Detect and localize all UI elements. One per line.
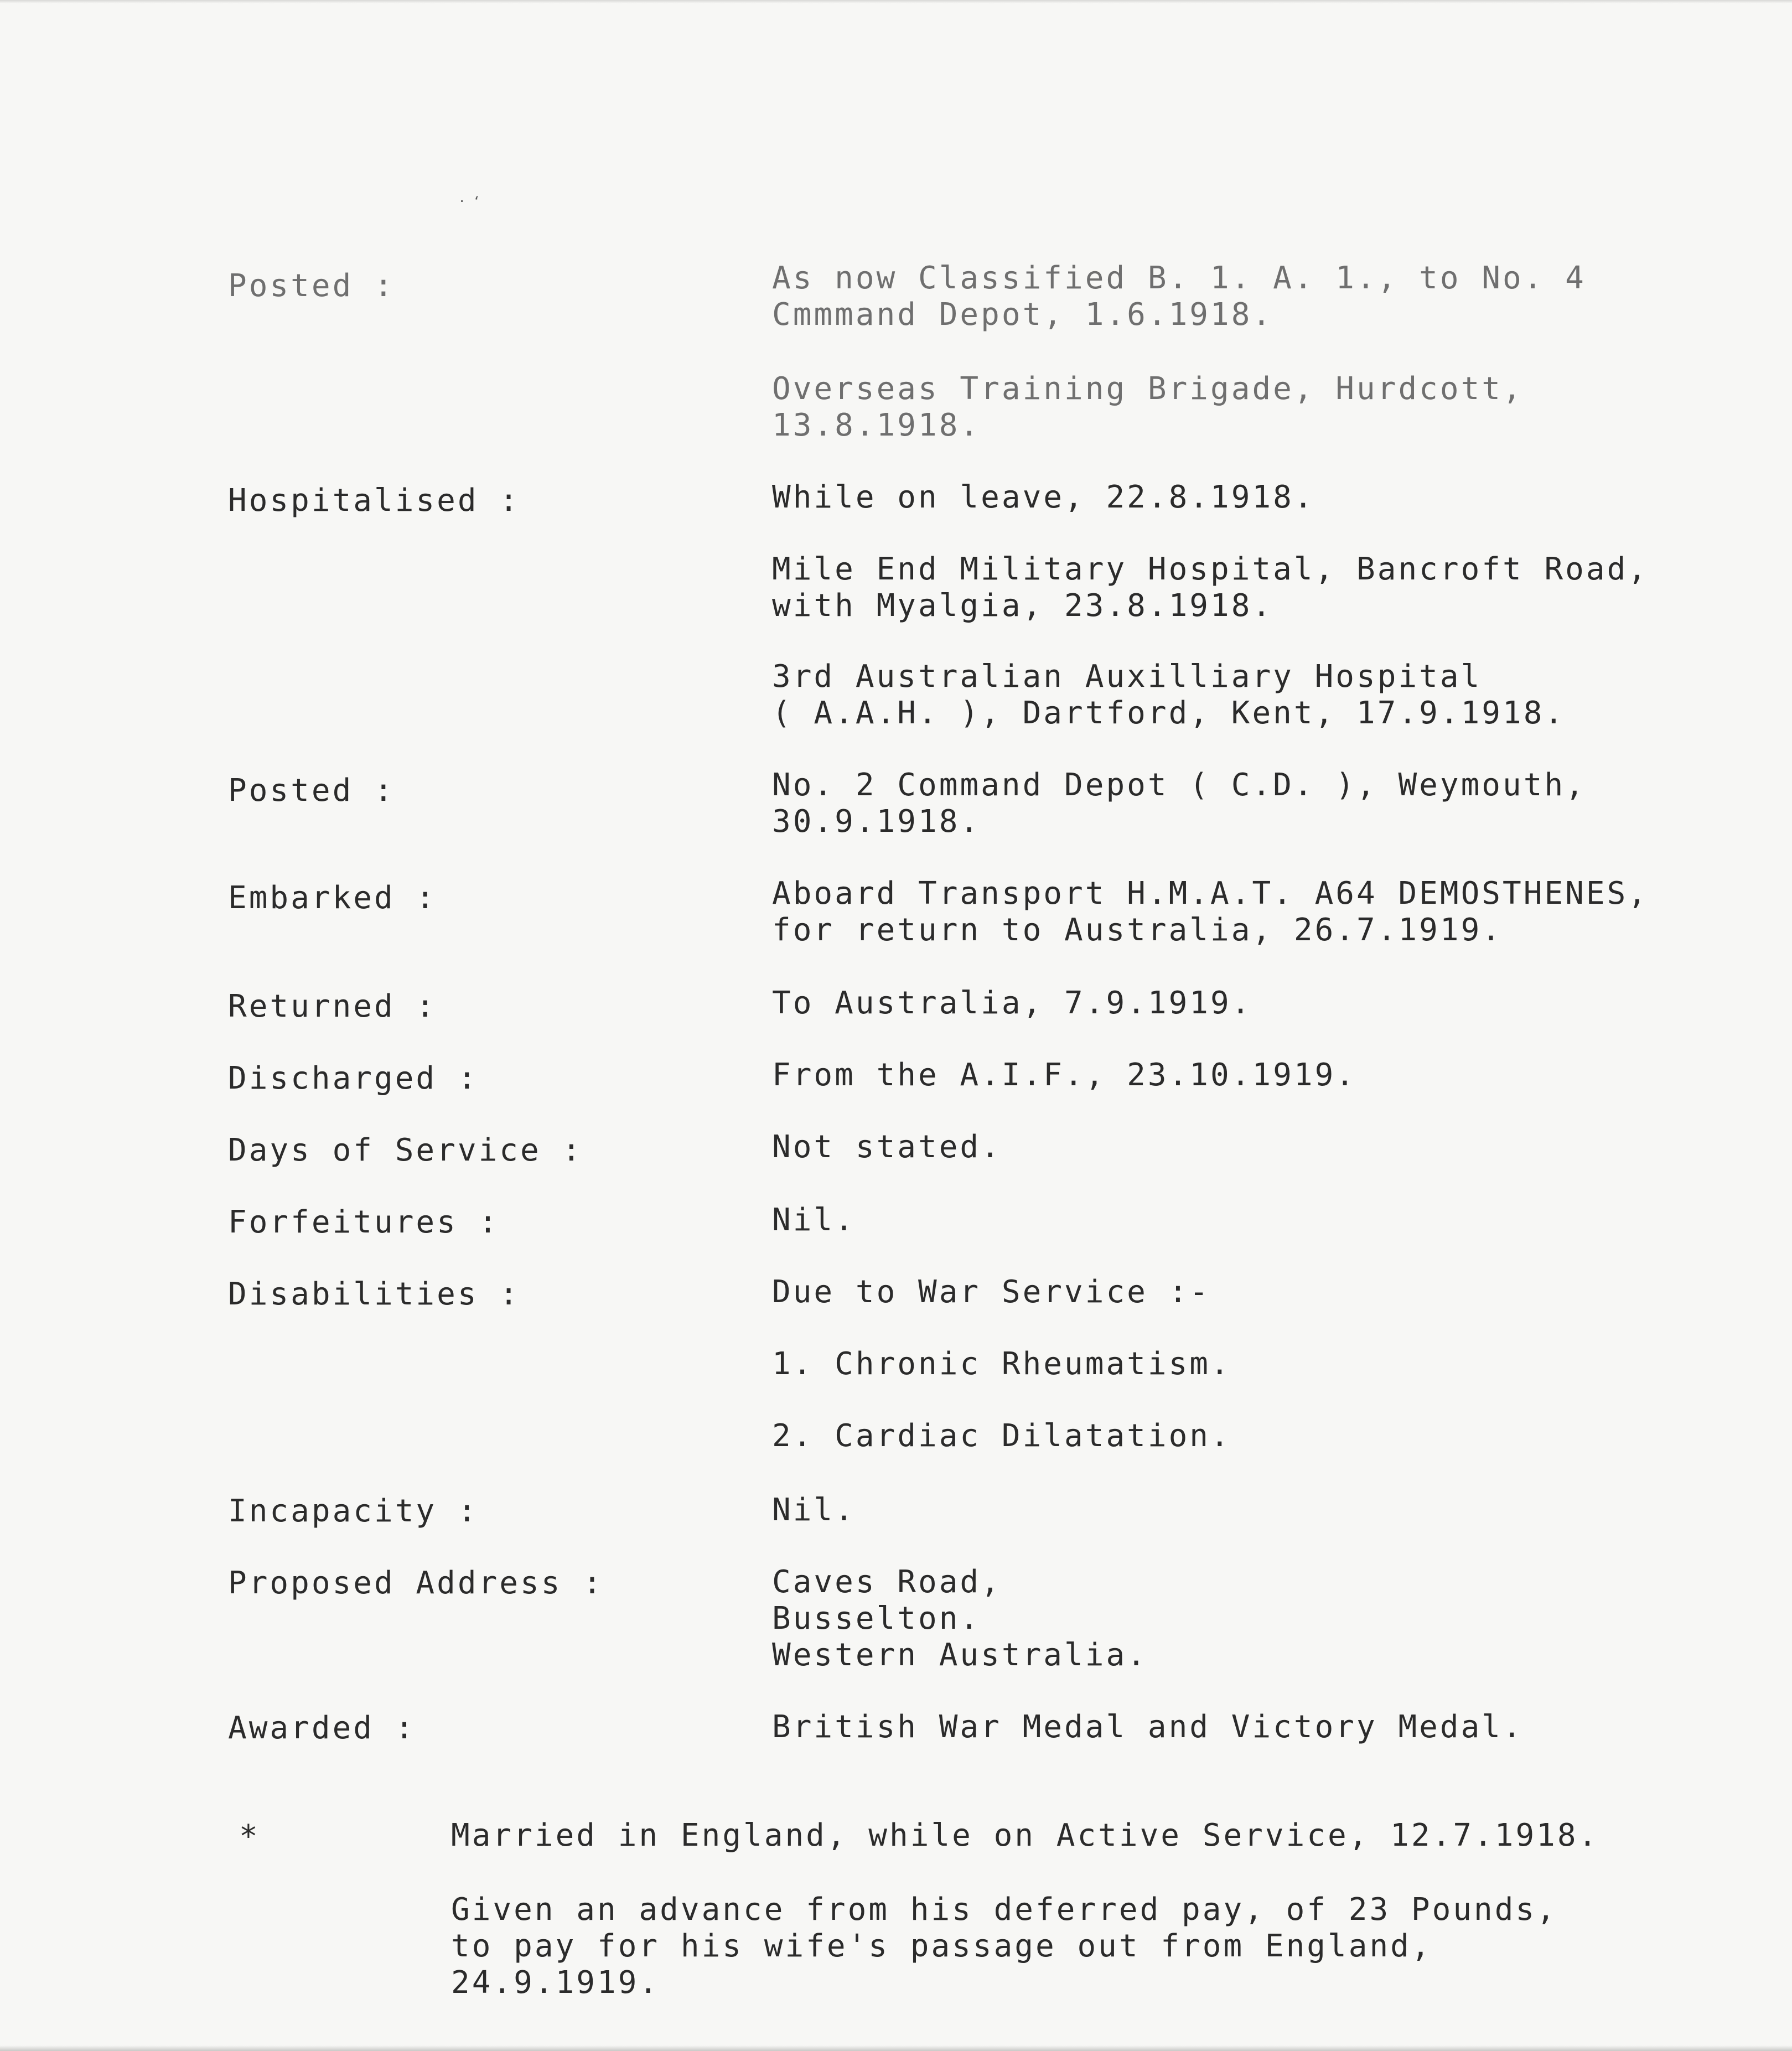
label-awarded: Awarded : (228, 1710, 416, 1746)
label-posted-1: Posted : (228, 268, 395, 304)
value-hospitalised-b: Mile End Military Hospital, Bancroft Road, with Myalgia, 23.8.1918. (772, 551, 1649, 624)
value-discharged: From the A.I.F., 23.10.1919. (772, 1057, 1357, 1093)
value-disabilities-a: Due to War Service :- (772, 1274, 1211, 1310)
value-posted-2: No. 2 Command Depot ( C.D. ), Weymouth, 30.9.1918. (772, 767, 1586, 840)
label-disabilities: Disabilities : (228, 1276, 521, 1312)
label-discharged: Discharged : (228, 1060, 479, 1096)
label-returned: Returned : (228, 988, 437, 1024)
note-married: Married in England, while on Active Service, 12.7.1918. (451, 1817, 1599, 1853)
value-embarked: Aboard Transport H.M.A.T. A64 DEMOSTHENES, for return to Australia, 26.7.1919. (772, 876, 1649, 948)
value-hospitalised-c: 3rd Australian Auxilliary Hospital ( A.A.H. ), Dartford, Kent, 17.9.1918. (772, 659, 1566, 731)
value-disabilities-b: 1. Chronic Rheumatism. (772, 1346, 1231, 1382)
value-days-of-service: Not stated. (772, 1129, 1002, 1165)
value-incapacity: Nil. (772, 1492, 856, 1528)
stray-mark: · ʻ (458, 195, 480, 209)
note-advance: Given an advance from his deferred pay, of 23 Pounds, to pay for his wife's passage out from England, 24.9.1919. (451, 1892, 1557, 2001)
page-top-edge (0, 0, 1792, 3)
value-returned: To Australia, 7.9.1919. (772, 985, 1252, 1021)
value-proposed-address: Caves Road, Busselton. Western Australia. (772, 1564, 1148, 1673)
label-days-of-service: Days of Service : (228, 1132, 583, 1168)
value-posted-1a: As now Classified B. 1. A. 1., to No. 4 Cmmmand Depot, 1.6.1918. (772, 260, 1586, 333)
value-forfeitures: Nil. (772, 1202, 856, 1238)
value-awarded: British War Medal and Victory Medal. (772, 1709, 1524, 1745)
page-bottom-edge (0, 2045, 1792, 2051)
label-posted-2: Posted : (228, 773, 395, 809)
label-hospitalised: Hospitalised : (228, 483, 521, 519)
label-incapacity: Incapacity : (228, 1493, 479, 1529)
note-asterisk: * (239, 1819, 258, 1855)
label-embarked: Embarked : (228, 880, 437, 916)
value-hospitalised-a: While on leave, 22.8.1918. (772, 479, 1315, 515)
value-posted-1b: Overseas Training Brigade, Hurdcott, 13.8.1918. (772, 371, 1524, 443)
value-disabilities-c: 2. Cardiac Dilatation. (772, 1418, 1231, 1454)
label-forfeitures: Forfeitures : (228, 1204, 500, 1240)
label-proposed-address: Proposed Address : (228, 1565, 604, 1601)
